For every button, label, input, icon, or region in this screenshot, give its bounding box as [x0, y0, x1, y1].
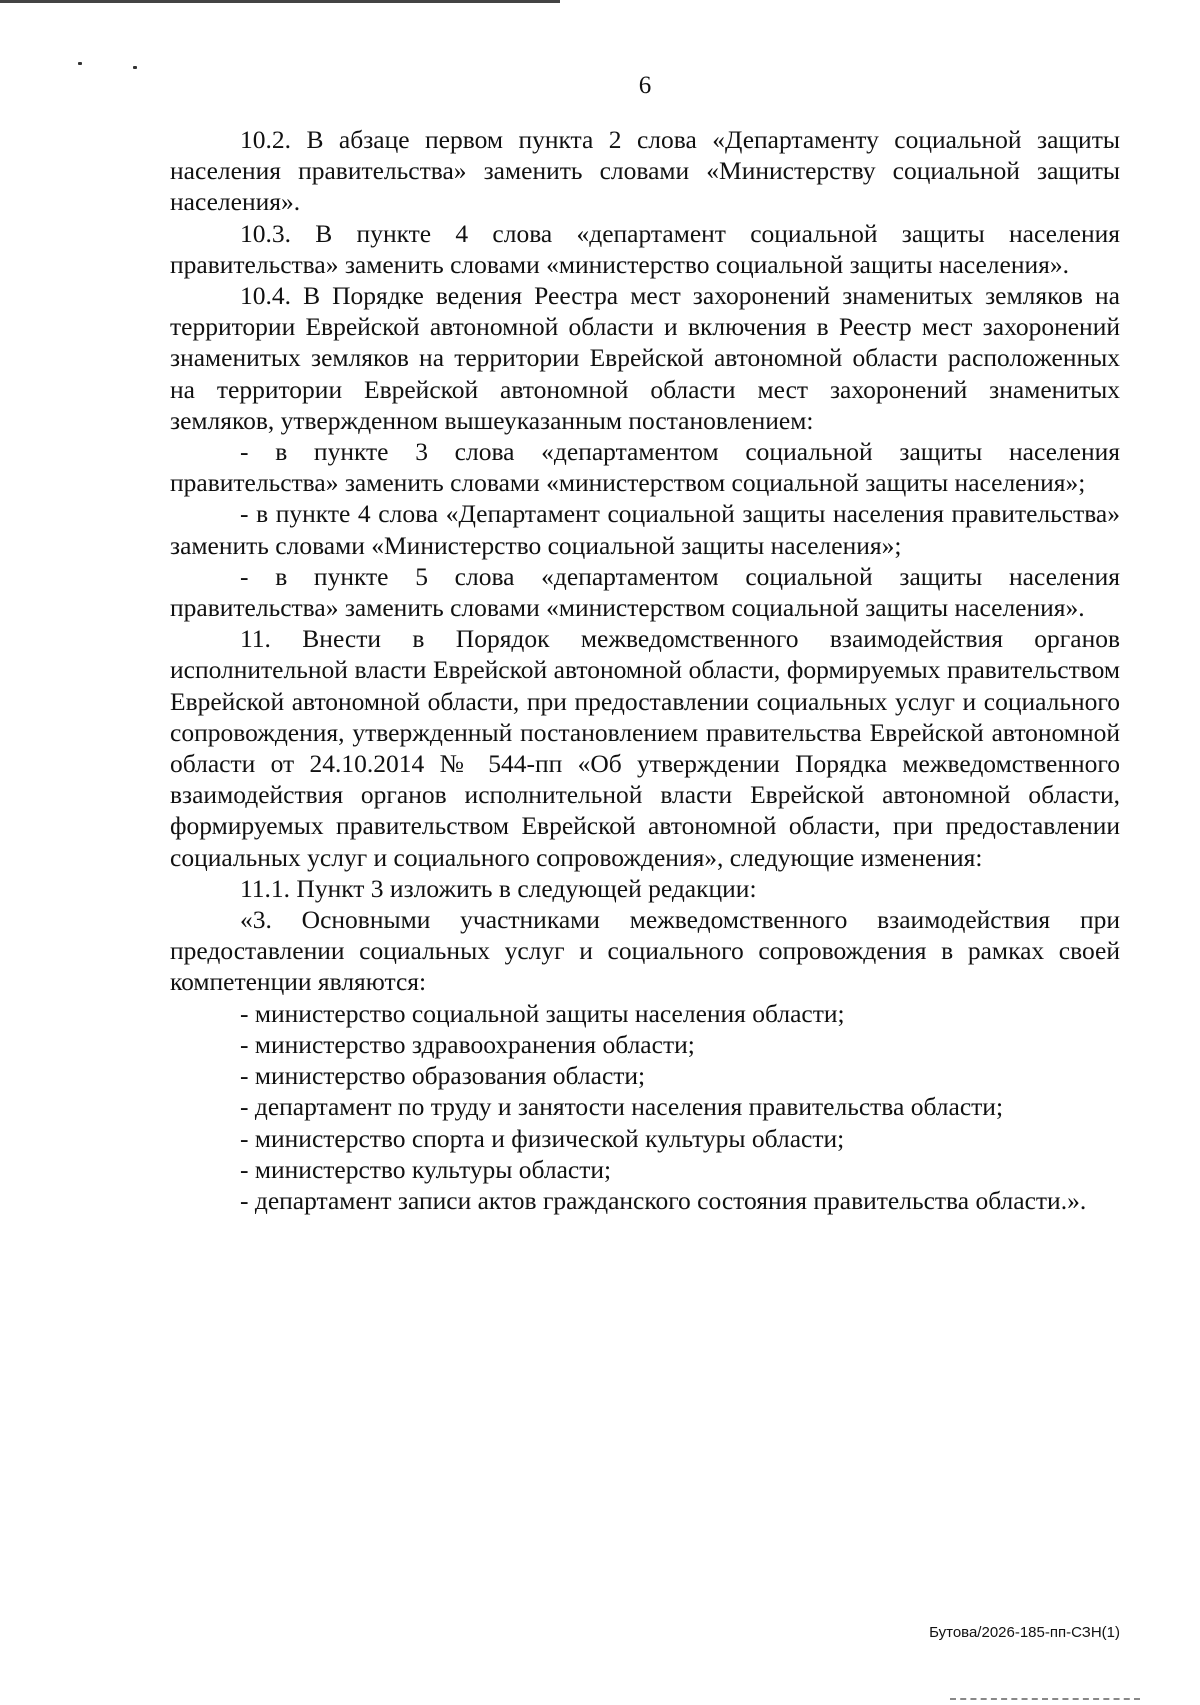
page-number: 6 [638, 72, 652, 99]
document-body [170, 124, 1120, 1216]
scan-speck [78, 62, 82, 65]
list-item: - департамент записи актов гражданского состояния правительства области.». [240, 1185, 1087, 1215]
list-item: - департамент по труду и занятости населения правительства области; [240, 1092, 1004, 1122]
paragraph-quote-3: «3. Основными участниками межведомственного взаимодействия при предоставлении социальных услуг и социального сопровождения в рамках своей компетенции являются: [170, 905, 1120, 997]
scan-edge-top [0, 0, 560, 3]
list-item: - министерство культуры области; [240, 1154, 612, 1184]
scan-speck [133, 66, 137, 69]
paragraph-11-1: 11.1. Пункт 3 изложить в следующей редакции: [240, 873, 757, 903]
list-item: - в пункте 4 слова «Департамент социальной защиты населения правительства» заменить словами «Министерство социальной защиты населения»; [170, 499, 1120, 560]
paragraph-10-2: 10.2. В абзаце первом пункта 2 слова «Департаменту социальной защиты населения правительства» заменить словами «Министерству социальной защиты населения». [170, 125, 1120, 217]
paragraph-11: 11. Внести в Порядок межведомственного взаимодействия органов исполнительной власти Еврейской автономной области, формируемых правительством Еврейской автономной области, при предоставлении социальных услуг и социального сопровождения, утвержденный постановлением правительства Еврейской автономной области от 24.10.2014 № 544-пп «Об утверждении Порядка межведомственного взаимодействия органов исполнительной власти Еврейской автономной области, формируемых правительством Еврейской автономной области, при предоставлении социальных услуг и социального сопровождения», следующие изменения: [170, 624, 1120, 872]
scan-edge-bottom [950, 1698, 1140, 1701]
list-item: - министерство спорта и физической культуры области; [240, 1123, 845, 1153]
list-item: - министерство социальной защиты населения области; [240, 998, 845, 1028]
list-item: - в пункте 3 слова «департаментом социальной защиты населения правительства» заменить словами «министерством социальной защиты населения»; [170, 437, 1120, 498]
paragraph-10-4: 10.4. В Порядке ведения Реестра мест захоронений знаменитых земляков на территории Еврейской автономной области и включения в Реестр мест захоронений знаменитых земляков на территории Еврейской автономной области расположенных на территории Еврейской автономной области мест захоронений знаменитых земляков, утвержденном вышеуказанным постановлением: [170, 281, 1120, 435]
list-item: - в пункте 5 слова «департаментом социальной защиты населения правительства» заменить словами «министерством социальной защиты населения». [170, 561, 1120, 623]
document-code: Бутова/2026-185-пп-СЗН(1) [929, 1624, 1120, 1641]
list-item: - министерство образования области; [240, 1061, 646, 1091]
list-item: - министерство здравоохранения области; [240, 1029, 695, 1059]
paragraph-10-3: 10.3. В пункте 4 слова «департамент социальной защиты населения правительства» заменить словами «министерство социальной защиты населения». [170, 218, 1120, 279]
